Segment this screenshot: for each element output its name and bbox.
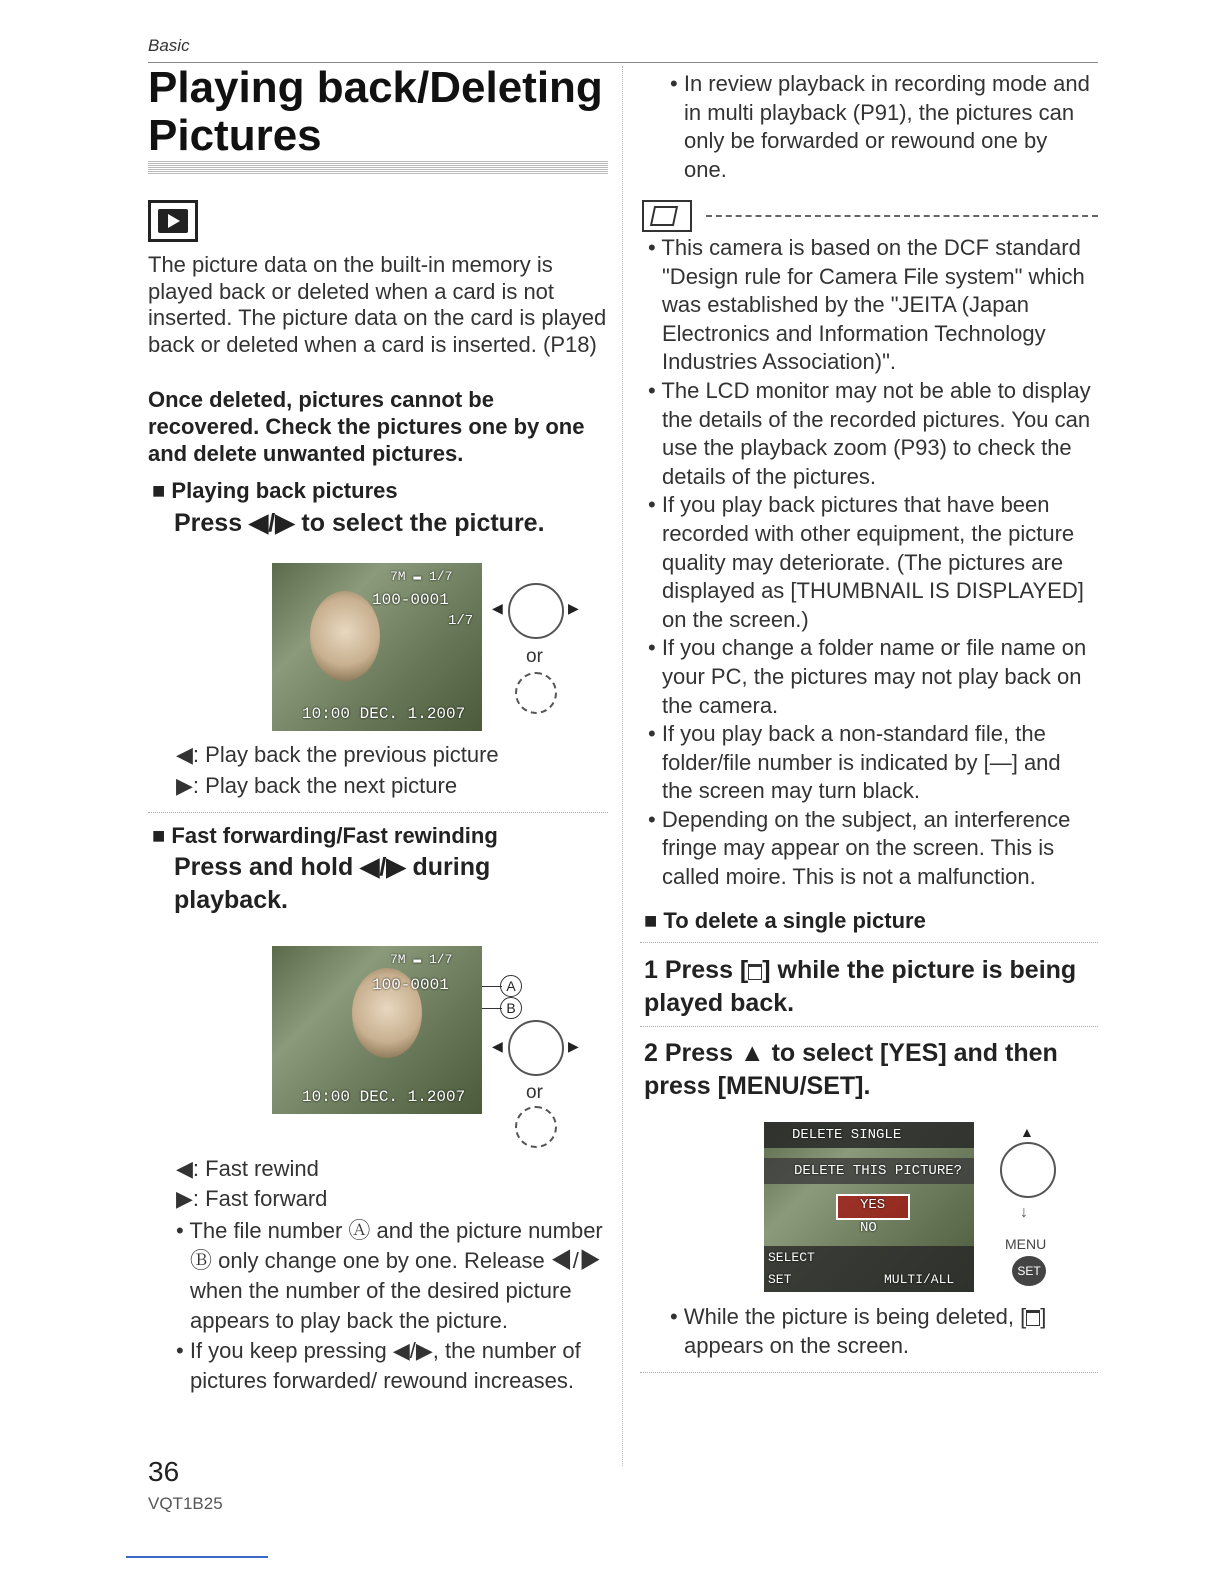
step-1-pre: Press [	[664, 956, 749, 984]
right-arrow-icon: ▶	[568, 600, 579, 616]
fast-screen-datetime: 10:00 DEC. 1.2007	[302, 1088, 466, 1106]
fast-bullet: • If you keep pressing ◀/▶, the number of pictures forwarded/ rewound increases.	[168, 1336, 608, 1396]
delete-menu-screen	[764, 1122, 974, 1292]
note-item: • The LCD monitor may not be able to display the details of the recorded pictures. You can use the playback zoom (P93) to check the details of the pictures.	[640, 377, 1096, 491]
step-2-number: 2	[644, 1039, 658, 1067]
fast-bullet: • The file number Ⓐ and the picture number Ⓑ only change one by one. Release ◀/▶ when the number of the desired picture appears to play back the picture.	[168, 1216, 608, 1336]
fast-screen-top-osd: 7M ▬ 1/7	[390, 952, 453, 967]
page-title-line2: Pictures	[148, 111, 322, 160]
final-note-pre: While the picture is being deleted, [	[683, 1304, 1027, 1329]
menu-title: DELETE SINGLE	[792, 1127, 902, 1143]
step-2-text: Press ▲ to select [YES] and then press [MENU/SET].	[644, 1039, 1058, 1100]
step-2	[644, 1037, 1094, 1103]
note-dash-rule	[706, 215, 1098, 217]
fast-jog-dial-icon	[515, 1106, 557, 1148]
delete-divider	[640, 942, 1098, 943]
step-1-post: ] while the picture is being played back.	[644, 956, 1077, 1017]
page-title	[148, 64, 603, 160]
playback-mode-icon	[148, 200, 198, 242]
note-icon	[642, 200, 692, 232]
previous-picture-desc: ◀: Play back the previous picture	[176, 742, 499, 767]
screen-folder-number: 100-0001	[372, 591, 449, 609]
callout-a: A	[500, 975, 522, 997]
menu-set: SET	[768, 1272, 792, 1287]
final-trash-icon	[1026, 1310, 1040, 1326]
section-divider	[148, 812, 608, 813]
intro-warning: Once deleted, pictures cannot be recovered. Check the pictures one by one and delete unwanted pictures.	[148, 387, 585, 466]
link-underline	[126, 1556, 268, 1558]
page-number: 36	[148, 1456, 180, 1487]
fast-screen-photo	[272, 946, 482, 1114]
page-title-line1: Playing back/Deleting	[148, 63, 603, 112]
fast-right-arrow-icon: ▶	[568, 1038, 579, 1054]
note-item: • If you play back a non-standard file, the folder/file number is indicated by [—] and the screen may turn black.	[640, 720, 1096, 806]
step-1	[644, 954, 1094, 1020]
note-item: • Depending on the subject, an interference fringe may appear on the screen. This is called moire. This is not a malfunction.	[640, 806, 1096, 892]
end-divider	[640, 1372, 1098, 1373]
fast-bullets	[168, 1216, 608, 1396]
step-1-number: 1	[644, 956, 658, 984]
fast-left-arrow-icon: ◀	[492, 1038, 503, 1054]
menu-yes: YES	[860, 1197, 886, 1213]
notes-list	[640, 234, 1096, 892]
fast-instruction: Press and hold ◀/▶ during playback.	[174, 853, 491, 914]
fast-or-label: or	[526, 1082, 543, 1103]
screen-picture-count: 1/7	[448, 613, 474, 629]
cursor-button-icon	[508, 583, 564, 639]
left-arrow-icon: ◀	[492, 600, 503, 616]
menu-question: DELETE THIS PICTURE?	[794, 1163, 963, 1179]
screen-datetime: 10:00 DEC. 1.2007	[302, 705, 466, 723]
up-arrow-icon: ▲	[1020, 1124, 1034, 1140]
menu-select: SELECT	[768, 1250, 815, 1265]
fast-forward-desc: ▶: Fast forward	[176, 1186, 328, 1211]
callout-line-b	[482, 1008, 502, 1009]
menu-label: MENU	[1005, 1236, 1047, 1252]
jog-dial-icon	[515, 672, 557, 714]
note-item: • If you change a folder name or file name on your PC, the pictures may not play back on the camera.	[640, 634, 1096, 720]
review-bullet-text: • In review playback in recording mode and in multi playback (P91), the pictures can only be forwarded or rewound one by one.	[662, 70, 1092, 184]
set-button-icon: SET	[1012, 1256, 1046, 1286]
delete-cursor-button-icon	[1000, 1142, 1056, 1198]
or-label: or	[526, 646, 543, 667]
playing-back-heading: ■ Playing back pictures	[152, 478, 398, 504]
callout-b: B	[500, 997, 522, 1019]
delete-heading: ■ To delete a single picture	[644, 908, 926, 934]
note-item: • This camera is based on the DCF standard "Design rule for Camera File system" which was established by the "JEITA (Japan Electronics and Information Technology Industries Association)".	[640, 234, 1096, 377]
trash-icon	[748, 964, 762, 980]
title-rule	[148, 160, 608, 174]
note-item: • If you play back pictures that have been recorded with other equipment, the picture quality may deteriorate. (The pictures are displayed as [THUMBNAIL IS DISPLAYED] on the screen.)	[640, 491, 1096, 634]
doc-code: VQT1B25	[148, 1494, 223, 1513]
fast-heading: ■ Fast forwarding/Fast rewinding	[152, 823, 498, 849]
intro-text: The picture data on the built-in memory is played back or deleted when a card is not inserted. The picture data on the card is played back or deleted when a card is inserted. (P18)	[148, 252, 607, 357]
callout-line-a	[482, 986, 502, 987]
review-bullet	[662, 70, 1092, 184]
step-divider	[640, 1026, 1098, 1027]
fast-rewind-desc: ◀: Fast rewind	[176, 1156, 319, 1181]
next-picture-desc: ▶: Play back the next picture	[176, 773, 458, 798]
down-arrow-icon: ↓	[1020, 1204, 1028, 1221]
screen-top-osd: 7M ▬ 1/7	[390, 569, 453, 584]
final-note	[662, 1302, 1092, 1360]
section-label: Basic	[148, 36, 190, 55]
fast-screen-folder-number: 100-0001	[372, 976, 449, 994]
menu-multi: MULTI/ALL	[884, 1272, 955, 1287]
column-divider	[622, 66, 623, 1466]
playing-back-instruction: Press ◀/▶ to select the picture.	[174, 509, 545, 537]
menu-no: NO	[860, 1220, 877, 1236]
fast-cursor-button-icon	[508, 1020, 564, 1076]
final-note-post: ] appears on the screen.	[684, 1304, 1047, 1358]
playback-screen-photo	[272, 563, 482, 731]
